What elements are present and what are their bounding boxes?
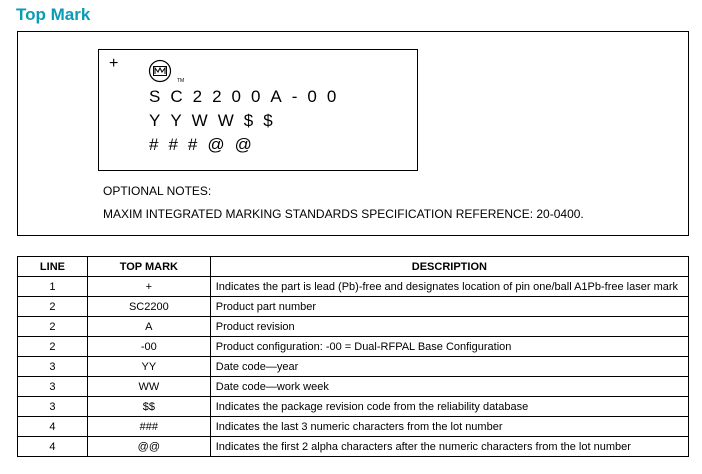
maxim-logo-icon xyxy=(148,59,172,83)
table-row xyxy=(18,317,689,337)
cell-description: Product configuration: -00 = Dual-RFPAL Base Configuration xyxy=(210,337,688,357)
mark-line-3: YYWW$$ xyxy=(149,111,283,130)
col-header-top-mark: TOP MARK xyxy=(87,257,210,277)
cell-description: Indicates the part is lead (Pb)-free and designates location of pin one/ball A1Pb-free laser mark xyxy=(210,277,688,297)
pin-one-marker: + xyxy=(109,55,119,72)
cell-mark: -00 xyxy=(87,337,210,357)
cell-line: 3 xyxy=(18,397,88,417)
cell-line: 3 xyxy=(18,357,88,377)
cell-description: Date code—year xyxy=(210,357,688,377)
cell-line: 4 xyxy=(18,417,88,437)
spec-reference-note: MAXIM INTEGRATED MARKING STANDARDS SPECIFICATION REFERENCE: 20-0400. xyxy=(103,207,584,221)
table-header-row xyxy=(18,257,689,277)
table-row xyxy=(18,417,689,437)
table-row xyxy=(18,277,689,297)
cell-description: Product revision xyxy=(210,317,688,337)
cell-line: 4 xyxy=(18,437,88,457)
table-row xyxy=(18,337,689,357)
table-row xyxy=(18,397,689,417)
table-row xyxy=(18,297,689,317)
cell-mark: ### xyxy=(87,417,210,437)
col-header-description: DESCRIPTION xyxy=(210,257,688,277)
cell-description: Product part number xyxy=(210,297,688,317)
cell-description: Indicates the package revision code from the reliability database xyxy=(210,397,688,417)
trademark-symbol: TM xyxy=(177,78,185,84)
table-row xyxy=(18,377,689,397)
cell-description: Indicates the last 3 numeric characters from the lot number xyxy=(210,417,688,437)
mark-line-4: ###@@ xyxy=(149,135,262,154)
cell-description: Indicates the first 2 alpha characters after the numeric characters from the lot number xyxy=(210,437,688,457)
col-header-line: LINE xyxy=(18,257,88,277)
cell-mark: WW xyxy=(87,377,210,397)
cell-mark: + xyxy=(87,277,210,297)
top-mark-table xyxy=(17,256,689,457)
cell-line: 3 xyxy=(18,377,88,397)
cell-line: 2 xyxy=(18,297,88,317)
mark-line-2: SC2200A-00 xyxy=(149,87,347,106)
cell-mark: YY xyxy=(87,357,210,377)
cell-mark: SC2200 xyxy=(87,297,210,317)
cell-line: 2 xyxy=(18,337,88,357)
cell-description: Date code—work week xyxy=(210,377,688,397)
cell-mark: $$ xyxy=(87,397,210,417)
cell-line: 2 xyxy=(18,317,88,337)
cell-line: 1 xyxy=(18,277,88,297)
page-title: Top Mark xyxy=(16,5,91,24)
optional-notes-heading: OPTIONAL NOTES: xyxy=(103,184,212,198)
cell-mark: A xyxy=(87,317,210,337)
table-row xyxy=(18,357,689,377)
table-row xyxy=(18,437,689,457)
cell-mark: @@ xyxy=(87,437,210,457)
